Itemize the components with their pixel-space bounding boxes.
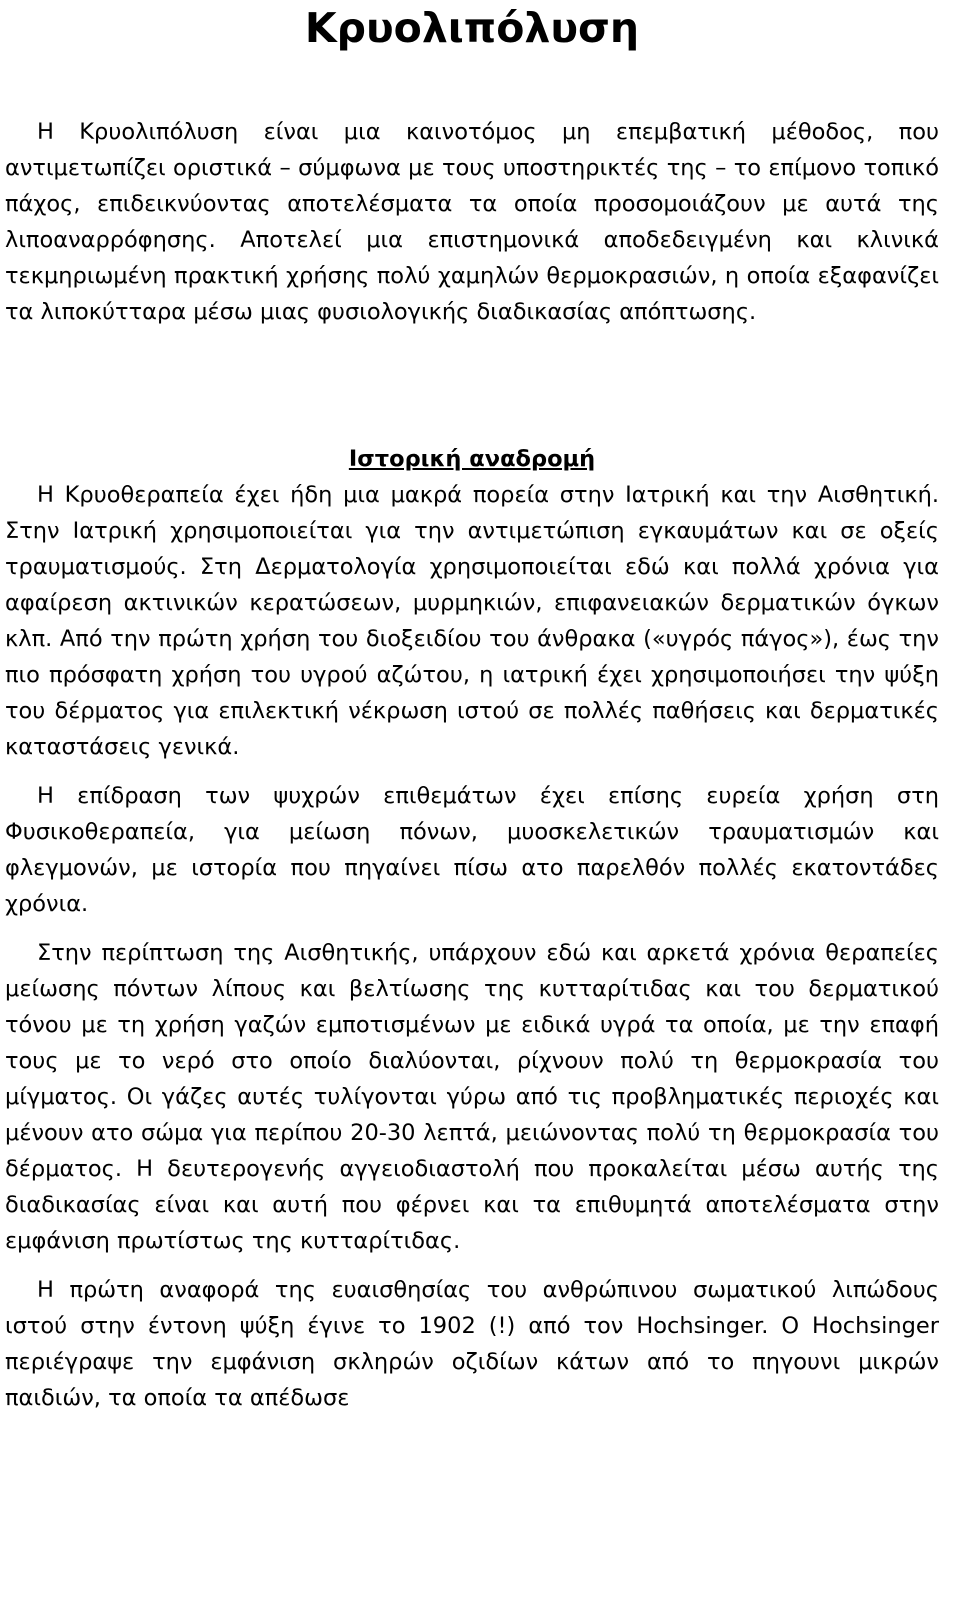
section-heading: Ιστορική αναδρομή [348, 446, 596, 472]
document-title: Κρυολιπόλυση [304, 4, 640, 52]
history-paragraph-4: Η πρώτη αναφορά της ευαισθησίας του ανθρώπινου σωματικού λιπώδους ιστού στην έντονη ψύξη έγινε το 1902 (!) από τον Hochsinger. Ο Hochsinger περιέγραψε την εμφάνιση σκληρών οζιδίων κάτων από το πηγουνι μικρών παιδιών, τα οποία τα απέδωσε [5, 1277, 939, 1411]
intro-paragraph: Η Κρυολιπόλυση είναι μια καινοτόμος μη επεμβατική μέθοδος, που αντιμετωπίζει οριστικά – σύμφωνα με τους υποστηρικτές της – το επίμονο τοπικό πάχος, επιδεικνύοντας αποτελέσματα τα οποία προσομοιάζουν με αυτά της λιποαναρρόφησης. Αποτελεί μια επιστημονικά αποδεδειγμένη και κλινικά τεκμηριωμένη πρακτική χρήσης πολύ χαμηλών θερμοκρασιών, η οποία εξαφανίζει τα λιποκύτταρα μέσω μιας φυσιολογικής διαδικασίας απόπτωσης. [5, 119, 939, 325]
document-page [5, 0, 939, 1416]
history-paragraph-2: Η επίδραση των ψυχρών επιθεμάτων έχει επίσης ευρεία χρήση στη Φυσικοθεραπεία, για μείωση πόνων, μυοσκελετικών τραυματισμών και φλεγμονών, με ιστορία που πηγαίνει πίσω ατο παρελθόν πολλές εκατοντάδες χρόνια. [5, 783, 939, 917]
history-paragraph-1: Η Κρυοθεραπεία έχει ήδη μια μακρά πορεία στην Ιατρική και την Αισθητική. Στην Ιατρική χρησιμοποιείται για την αντιμετώπιση εγκαυμάτων και σε οξείς τραυματισμούς. Στη Δερματολογία χρησιμοποιείται εδώ και πολλά χρόνια για αφαίρεση ακτινικών κερατώσεων, μυρμηκιών, επιφανειακών δερματικών όγκων κλπ. Από την πρώτη χρήση του διοξειδίου του άνθρακα («υγρός πάγος»), έως την πιο πρόσφατη χρήση του υγρού αζώτου, η ιατρική έχει χρησιμοποιήσει την ψύξη του δέρματος για επιλεκτική νέκρωση ιστού σε πολλές παθήσεις και δερματικές καταστάσεις γενικά. [5, 482, 939, 760]
history-paragraph-3: Στην περίπτωση της Αισθητικής, υπάρχουν εδώ και αρκετά χρόνια θεραπείες μείωσης πόντων λίπους και βελτίωσης της κυτταρίτιδας και του δερματικού τόνου με τη χρήση γαζών εμποτισμένων με ειδικά υγρά τα οποία, με την επαφή τους με το νερό στο οποίο διαλύονται, ρίχνουν πολύ τη θερμοκρασία του μίγματος. Οι γάζες αυτές τυλίγονται γύρω από τις προβληματικές περιοχές και μένουν ατο σώμα για περίπου 20-30 λεπτά, μειώνοντας πολύ τη θερμοκρασία του δέρματος. Η δευτερογενής αγγειοδιαστολή που προκαλείται μέσω αυτής της διαδικασίας είναι και αυτή που φέρνει και τα επιθυμητά αποτελέσματα στην εμφάνιση πρωτίστως της κυτταρίτιδας. [5, 940, 939, 1254]
